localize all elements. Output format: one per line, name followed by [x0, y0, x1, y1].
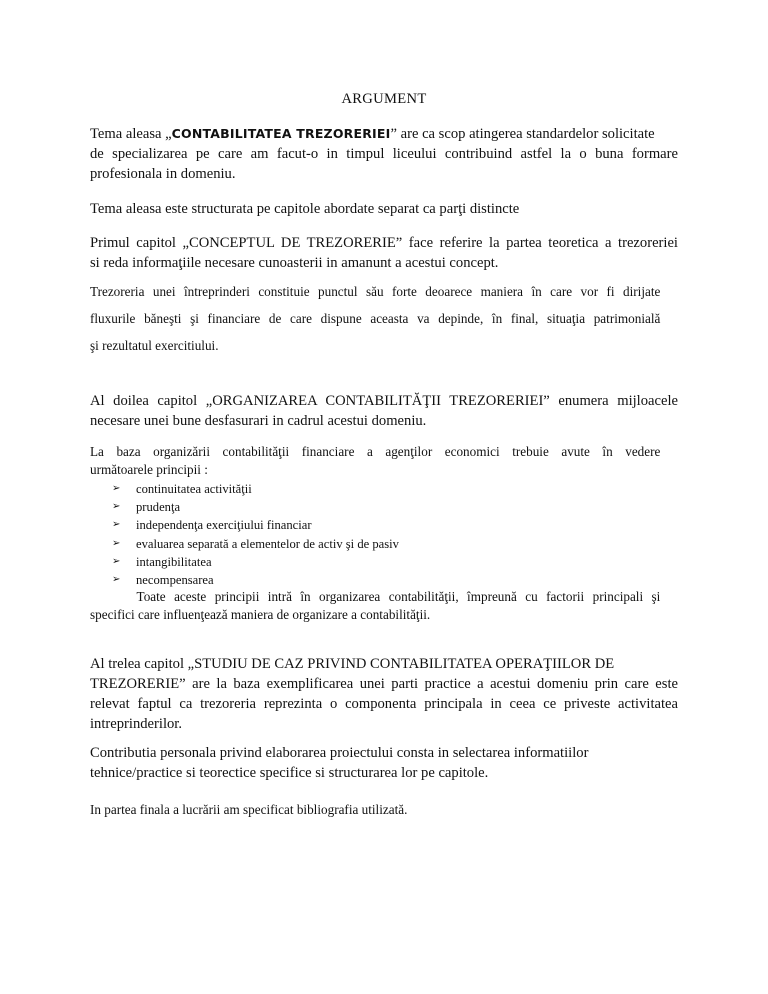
- paragraph-personal-contribution: [90, 743, 678, 783]
- text-line: fluxurile băneşti şi financiare de care dispune aceasta va depinde, în final, situaţia patrimonială: [90, 311, 661, 326]
- paragraph-bibliography: [90, 800, 660, 820]
- text-line: Contributia personala privind elaborarea proiectului consta in selectarea informatiilor: [90, 745, 589, 761]
- paragraph-treasury: [90, 278, 660, 359]
- list-item: [112, 535, 399, 553]
- list-item: [112, 480, 399, 498]
- text-line: Toate aceste principii intră în organizarea contabilităţii, împreună cu factorii principali şi: [136, 589, 661, 604]
- arrow-bullet-icon: ➢: [112, 555, 121, 567]
- list-item-label: prudenţa: [136, 500, 181, 515]
- list-item-label: intangibilitatea: [136, 554, 212, 569]
- list-item-label: continuitatea activităţii: [136, 482, 252, 496]
- arrow-bullet-icon: ➢: [112, 537, 121, 549]
- text-line: Trezoreria unei întreprinderi constituie punctul său forte deoarece maniera în care vor fi dirijate: [90, 284, 661, 299]
- text-run: Tema aleasa „: [90, 126, 172, 142]
- list-item-label: necompensarea: [136, 572, 214, 587]
- paragraph-chapter-three: [90, 654, 678, 734]
- text-line: următoarele principii :: [90, 462, 208, 477]
- text-line: Tema aleasa este structurata pe capitole abordate separat ca parţi distincte: [90, 201, 520, 217]
- text-line: si reda informaţiile necesare cunoasterii in amanunt a acestui concept.: [90, 255, 499, 271]
- text-line: profesionala in domeniu.: [90, 166, 236, 182]
- paragraph-intro: [90, 124, 678, 184]
- arrow-bullet-icon: ➢: [112, 519, 121, 531]
- paragraph-chapter-one: [90, 233, 678, 273]
- arrow-bullet-icon: ➢: [112, 501, 121, 513]
- text-line: relevat faptul ca trezoreria reprezinta o componenta principala in ceea ce priveste activitatea: [90, 696, 678, 712]
- text-run: ” are ca scop atingerea standardelor solicitate: [390, 126, 655, 142]
- text-line: Al trelea capitol „STUDIU DE CAZ PRIVIND CONTABILITATEA OPERAŢIILOR DE: [90, 656, 615, 672]
- paragraph-structure: [90, 199, 678, 219]
- text-line: [90, 124, 678, 144]
- paragraph-principles-summary: [90, 588, 660, 624]
- paragraph-chapter-two: [90, 391, 678, 431]
- arrow-bullet-icon: ➢: [112, 483, 121, 494]
- text-line: tehnice/practice si teorectice specifice si structurarea lor pe capitole.: [90, 765, 489, 781]
- list-item: [112, 553, 399, 571]
- text-line: specifici care influenţează maniera de organizare a contabilităţii.: [90, 607, 431, 622]
- principles-list: [112, 480, 399, 589]
- text-line: In partea finala a lucrării am specificat bibliografia utilizată.: [90, 802, 408, 817]
- text-line: necesare unei bune desfasurari in cadrul acestui domeniu.: [90, 413, 427, 429]
- paragraph-principles-intro: [90, 443, 660, 479]
- arrow-bullet-icon: ➢: [112, 573, 121, 585]
- text-line: TREZORERIE” are la baza exemplificarea unei parti practice a acestui domeniu prin care este: [90, 676, 678, 692]
- text-line: La baza organizării contabilităţii financiare a agenţilor economici trebuie avute în vedere: [90, 444, 661, 459]
- text-line: Primul capitol „CONCEPTUL DE TREZORERIE” face referire la partea teoretica a trezoreriei: [90, 235, 678, 251]
- list-item-label: evaluarea separată a elementelor de activ şi de pasiv: [136, 536, 399, 551]
- list-item: [112, 516, 399, 534]
- text-line: de specializarea pe care am facut-o in timpul liceului contribuind astfel la o buna formare: [90, 146, 678, 162]
- text-line: şi rezultatul exercitiului.: [90, 338, 219, 353]
- document-title: ARGUMENT: [341, 91, 427, 107]
- text-line: intreprinderilor.: [90, 716, 182, 732]
- list-item: [112, 571, 399, 589]
- list-item-label: independenţa exerciţiului financiar: [136, 518, 312, 533]
- text-line: Al doilea capitol „ORGANIZAREA CONTABILITĂŢII TREZORERIEI” enumera mijloacele: [90, 393, 678, 409]
- topic-title-emphasis: CONTABILITATEA TREZORERIEI: [171, 126, 391, 141]
- list-item: [112, 498, 399, 516]
